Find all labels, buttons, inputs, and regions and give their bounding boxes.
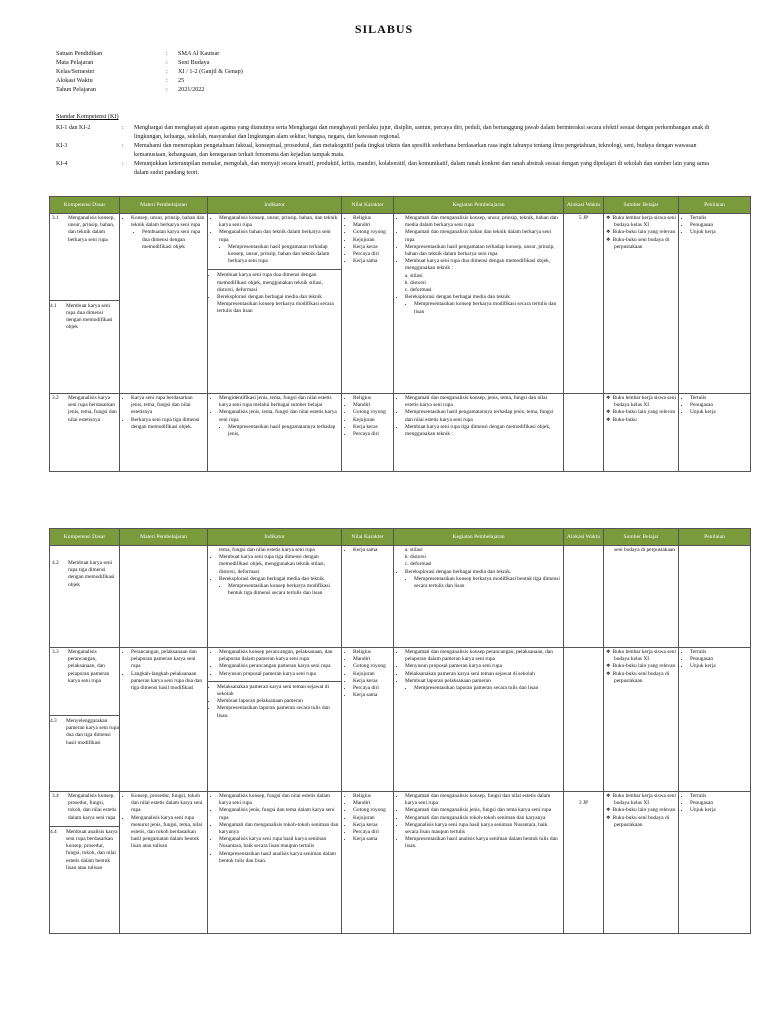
- kegiatan-cell: [394, 648, 564, 792]
- materi-item: • Berkarya seni rupa tiga dimensi dengan memodifikasi objek.: [131, 417, 205, 431]
- nilai-item: • Kerja sama: [353, 547, 391, 554]
- standar-block: KI-1 dan KI-2 : Menghargai dan menghayati ajaran agama yang dianutnya serta Menghargai dan menghayati perilaku jujur, disiplin, santun, percaya diri, peduli, dan bertanggung jawab dalam berinteraksi secara efektif sesuai dengan perkembangan anak di lingkungan, keluarga, sekolah, masyarakat dan lingkungan alam sekitar, bangsa, negara, dan kawasan regional. KI-3 : Memahami dan menerapkan pengetahuan faktual, konseptual, prosedural, dan metakognitif pada tingkat teknis dan spesifik sederhana berdasarkan rasa ingin tahunya tentang ilmu pengetahuan, teknologi, seni, budaya dengan wawasan kemanusiaan, kebangsaan, dan kenegaraan terkait fenomena dan kejadian tampak mata. KI-4 : Menunjukkan keterampilan menalar, mengolah, dan menyaji secara kreatif, produktif, kritis, mandiri, kolaboratif, dan komunikatif, dalam ranah konkret dan ranah abstrak sesuai dengan yang dipelajari di sekolah dan sumber lain yang sama dalam sudut pandang teori.: [56, 124, 716, 178]
- nilai-item: • Mandiri: [353, 402, 391, 409]
- kegiatan-item: • Mengamati dan menganalisis konsep perancangan, pelaksanaan, dan pelaporan dalam pameran karya seni rupa: [405, 649, 561, 663]
- kegiatan-item: c. deformasi: [410, 561, 561, 568]
- header-materi: Materi Pembelajaran: [120, 529, 208, 546]
- indikator-item: • Mengidentifikasi jenis, tema, fungsi dan nilai estetis karya seni rupa melalui berbagai sumber belajar: [219, 395, 339, 409]
- materi-item: • Langkah-langkah pelaksanaan pameran karya seni rupa dua dan tiga dimensi hasil modifikasi: [131, 671, 205, 693]
- penilaian-item: • Tertulis: [690, 395, 748, 402]
- kegiatan-item: • Mempresentasikan hasil analisis karya seniman dalam bentuk tulis dan lisan.: [405, 836, 561, 850]
- indikator-cell: [208, 648, 342, 792]
- sumber-cell: [604, 648, 679, 792]
- kegiatan-item: • Mempresentasikan hasil pengamatannya terhadap jenis, tema, fungsi dan nilai estetis karya seni rupa: [405, 409, 561, 423]
- nilai-item: • Religius: [353, 215, 391, 222]
- sumber-item: ❖ Buku-buku lain yang relevan: [614, 663, 676, 670]
- meta-row: Alokasi Waktu : 25: [56, 77, 185, 85]
- penilaian-item: • Unjuk kerja: [690, 807, 748, 814]
- header-penilaian: Penilaian: [679, 529, 751, 546]
- nilai-item: • Percaya diri: [353, 251, 391, 258]
- kd-number: 4.4: [50, 828, 57, 835]
- kd-text: Membuat analisis karya seni rupa berdasarkan konsep, prosedur, fungsi, tokoh, dan nilai estetis dalam bentuk lisan atau tulisan: [66, 828, 118, 871]
- header-sumber: Sumber Belajar: [604, 197, 679, 214]
- alokasi-cell: [564, 546, 604, 648]
- meta-row: Kelas/Semester : XI / 1-2 (Ganjil & Genap): [56, 68, 243, 76]
- nilai-cell: [342, 394, 394, 472]
- page-title: SILABUS: [354, 22, 414, 36]
- kegiatan-item: • Mengamati dan menganalisis konsep, fungsi dan nilai estetis dalam karya seni rupa: [405, 793, 561, 807]
- nilai-item: • Percaya diri: [353, 431, 391, 438]
- header-materi: Materi Pembelajaran: [120, 197, 208, 214]
- alokasi-cell: 5 JP: [564, 214, 604, 394]
- header-nilai-karakter: Nilai Karakter: [342, 529, 394, 546]
- nilai-item: • Kerja keras: [353, 424, 391, 431]
- kegiatan-item: b. distorsi: [410, 554, 561, 561]
- kd-text: Membuat karya seni rupa dua dimensi dengan memodifikasi objek: [66, 302, 113, 331]
- indikator-item: • Menganalisis konsep, fungsi dan nilai estetis dalam karya seni rupa: [219, 793, 339, 807]
- sumber-item: ❖ Buku-buku lain yang relevan: [614, 229, 676, 236]
- nilai-item: • Gotong royong: [353, 409, 391, 416]
- kd-number: 4.2: [52, 560, 59, 566]
- kegiatan-item: • Membuat karya seni rupa tiga dimensi dengan memodifikasi objek, menggunakan teknik :: [405, 424, 561, 438]
- sumber-item: ❖ Buku-buku lain yang relevan: [614, 409, 676, 416]
- meta-key: Mata Pelajaran: [56, 59, 94, 67]
- header-penilaian: Penilaian: [679, 197, 751, 214]
- kegiatan-item: • Mengamati dan menganalisis jenis, fungsi dan tema karya seni rupa: [405, 807, 561, 814]
- header-alokasi: Alokasi Waktu: [564, 197, 604, 214]
- indikator-item: • Bereksplorasi dengan berbagai media dan teknik: [217, 294, 341, 301]
- sumber-item: ❖ Buku-buku: [614, 417, 676, 424]
- indikator-item: • Menganalisis konsep perancangan, pelaksanaan, dan pelaporan dalam pameran karya seni rupa: [219, 649, 339, 663]
- indikator-item: • Menyusun proposal pameran karya seni rupa: [219, 671, 339, 678]
- nilai-item: • Kerja keras: [353, 244, 391, 251]
- ki-value: Menghargai dan menghayati ajaran agama yang dianutnya serta Menghargai dan menghayati perilaku jujur, disiplin, santun, percaya diri, peduli, dan bertanggung jawab dalam berinteraksi secara efektif sesuai dengan perkembangan anak di lingkungan, keluarga, sekolah, masyarakat dan lingkungan alam sekitar, bangsa, negara, dan kawasan regional.: [134, 125, 710, 140]
- meta-key: Kelas/Semester: [56, 68, 95, 76]
- kd-cell: [50, 792, 120, 934]
- nilai-item: • Kejujuran: [353, 815, 391, 822]
- header-kegiatan: Kegiatan Pembelajaran: [394, 529, 564, 546]
- kegiatan-item: a. stilasi: [410, 273, 561, 280]
- nilai-item: • Mandiri: [353, 800, 391, 807]
- kd-number: 4.1: [50, 302, 57, 309]
- materi-item: • Menganalisis karya seni rupa menurut jenis, fungsi, tema, nilai estetis, dan tokoh berdasarkan hasil pengamatan dalam bentuk lisan atau tulisan: [131, 815, 205, 851]
- indikator-item: tema, fungsi dan nilai estetis karya seni rupa: [219, 547, 315, 553]
- nilai-item: • Gotong royong: [353, 807, 391, 814]
- syllabus-table-2: [49, 528, 751, 934]
- ki-key: KI-3: [56, 142, 68, 149]
- indikator-item: • Mengamati dan menganalisis tokoh-tokoh seniman dan karyanya: [219, 822, 339, 836]
- penilaian-item: • Penugasan: [690, 656, 748, 663]
- indikator-item: • Mempresentasikan laporan pameran secara tulis dan lisan.: [217, 705, 341, 719]
- meta-row: Tahun Pelajaran : 2021/2022: [56, 86, 205, 94]
- ki-value: Menunjukkan keterampilan menalar, mengolah, dan menyaji secara kreatif, produktif, kritis, mandiri, kolaboratif, dan komunikatif, dalam ranah konkret dan ranah abstrak sesuai dengan yang dipelajari di sekolah dan sumber lain yang sama dalam sudut pandang teori.: [134, 160, 709, 176]
- kegiatan-item: • Menyusun proposal pameran karya seni rupa: [405, 663, 561, 670]
- table-row: [50, 546, 751, 648]
- kegiatan-item: • Mempresentasikan laporan pameran secara tulis dan lisan: [414, 685, 561, 692]
- penilaian-item: • Unjuk kerja: [690, 409, 748, 416]
- meta-key: Alokasi Waktu: [56, 77, 93, 85]
- kd-cell: [50, 214, 120, 394]
- sumber-cell: [604, 394, 679, 472]
- indikator-item: • Menganalisis perancangan pameran karya seni rupa: [219, 663, 339, 670]
- materi-cell: [120, 792, 208, 934]
- nilai-item: • Gotong royong: [353, 663, 391, 670]
- table-row: [50, 394, 751, 472]
- indikator-item: • Membuat karya seni rupa dua dimensi dengan memodifikasi objek, menggunakan teknik stilasi, distorsi, deformasi: [217, 272, 341, 294]
- kegiatan-cell: [394, 214, 564, 394]
- kd-text: Menyelenggarakan pameran karya seni rupa dua dan tiga dimensi hasil modifikasi: [66, 718, 119, 746]
- penilaian-item: • Unjuk kerja: [690, 663, 748, 670]
- kegiatan-item: • Bereksplorasi dengan berbagai media dan teknik.: [405, 569, 561, 576]
- nilai-cell: [342, 648, 394, 792]
- materi-item: • Karya seni rupa berdasarkan jenis, tema, fungsi dan nilai estetisnya: [131, 395, 205, 417]
- penilaian-cell: [679, 394, 751, 472]
- nilai-item: • Percaya diri: [353, 829, 391, 836]
- table-header-row: [50, 529, 751, 546]
- sumber-item: ❖ Buku lembar kerja siswa seni budaya kelas XI: [614, 793, 676, 807]
- indikator-item: Mempresentasikan konsep berkarya modifikasi secara tertulis dan lisan: [217, 301, 334, 315]
- meta-block: [56, 49, 243, 94]
- nilai-item: • Kejujuran: [353, 417, 391, 424]
- materi-item: • Pembuatan karya seni rupa dua dimensi dengan memodifikasi objek: [142, 229, 205, 251]
- table-row: [50, 214, 751, 394]
- sumber-cell: [604, 546, 679, 648]
- syllabus-table-1: [49, 196, 751, 472]
- indikator-item: • Bereksplorasi dengan berbagai media dan teknik.: [219, 576, 339, 583]
- materi-item: • Konsep, unsur, prinsip, bahan dan teknik dalam berkarya seni rupa: [131, 215, 205, 229]
- nilai-item: • Gotong royong: [353, 229, 391, 236]
- indikator-cell: [208, 394, 342, 472]
- kegiatan-item: • Membuat laporan pelaksanaan pameran: [405, 678, 561, 685]
- sumber-item: ❖ Buku-buku seni budaya di perpustakaan: [614, 815, 676, 829]
- sumber-item: ❖ Buku lembar kerja siswa seni budaya kelas XI: [614, 649, 676, 663]
- materi-cell: [120, 214, 208, 394]
- kd-text: Menganalisis konsep, unsur, prinsip, bahan, dan teknik dalam berkarya seni rupa: [68, 215, 115, 243]
- indikator-item: • Mempresentasikan hasil analisis karya seniman dalam bentuk tulis dan lisan.: [219, 851, 339, 865]
- kd-text: Menganalisis perancangan, pelaksanaan, dan pelaporan pameran karya seni rupa: [68, 649, 110, 684]
- penilaian-cell: [679, 792, 751, 934]
- meta-key: Satuan Pendidikan: [56, 50, 103, 57]
- sumber-item: ❖ Buku lembar kerja siswa seni budaya kelas XI: [614, 215, 676, 229]
- kegiatan-item: • Mengamati dan menganalisis tokoh-tokoh seniman dan karyanya: [405, 815, 561, 822]
- indikator-item: • Menganalisis karya seni rupa hasil karya seniman Nusantara, baik secara lisan maupun tertulis: [219, 836, 339, 850]
- penilaian-cell: [679, 546, 751, 648]
- nilai-cell: [342, 792, 394, 934]
- indikator-item: • Menganalisis bahan dan teknik dalam berkarya seni rupa: [219, 229, 339, 243]
- sumber-item: ❖ Buku lembar kerja siswa seni budaya kelas XI: [614, 395, 676, 409]
- nilai-item: • Religius: [353, 395, 391, 402]
- kegiatan-item: a. stilasi: [410, 547, 561, 554]
- indikator-cell: [208, 546, 342, 648]
- nilai-item: • Kerja sama: [353, 836, 391, 843]
- meta-row: Mata Pelajaran : Seni Budaya: [56, 59, 210, 67]
- meta-row: Satuan Pendidikan : SMA Al Kautsar: [56, 50, 220, 57]
- kd-number: 3.2: [52, 395, 59, 401]
- kegiatan-cell: [394, 792, 564, 934]
- meta-value: SMA Al Kautsar: [178, 50, 220, 57]
- kegiatan-item: • Mengamati dan menganalisis bahan dan teknik dalam berkarya seni rupa: [405, 229, 561, 243]
- meta-key: Tahun Pelajaran: [56, 86, 96, 94]
- kegiatan-item: • Menganalisis karya seni rupa hasil karya seniman Nusantara, baik secara lisan maupun tertulis: [405, 822, 561, 836]
- sumber-item: ❖ Buku-buku seni budaya di perpustakaan: [614, 671, 676, 685]
- indikator-item: • Membuat laporan pelaksanaan pameran: [217, 698, 341, 705]
- sumber-item: ❖ Buku-buku seni budaya di perpustakaan: [614, 237, 676, 251]
- nilai-item: • Mandiri: [353, 222, 391, 229]
- alokasi-cell: [564, 648, 604, 792]
- nilai-item: • Kejujuran: [353, 671, 391, 678]
- kd-number: 3.1: [52, 215, 59, 221]
- penilaian-item: • Unjuk kerja: [690, 229, 748, 236]
- kegiatan-cell: [394, 546, 564, 648]
- ki-key: KI-1 dan KI-2: [56, 125, 91, 131]
- nilai-item: • Kerja keras: [353, 678, 391, 685]
- alokasi-cell: 3 JP: [564, 792, 604, 934]
- nilai-cell: [342, 546, 394, 648]
- penilaian-item: • Tertulis: [690, 215, 748, 222]
- nilai-cell: [342, 214, 394, 394]
- kegiatan-item: • Bereksplorasi dengan berbagai media dan teknik: [405, 294, 561, 301]
- nilai-item: • Percaya diri: [353, 685, 391, 692]
- nilai-item: • Religius: [353, 793, 391, 800]
- meta-value: 2021/2022: [178, 86, 205, 94]
- header-indikator: Indikator: [208, 197, 342, 214]
- nilai-item: • Kerja keras: [353, 822, 391, 829]
- kd-text: Menganalisis karya seni rupa berdasarkan jenis, tema, fungsi dan nilai estetisnya: [68, 395, 117, 423]
- nilai-item: • Kejujuran: [353, 237, 391, 244]
- kegiatan-item: • Membuat karya seni rupa dua dimensi dengan memodifikasi objek, menggunakan teknik :: [405, 258, 561, 272]
- sumber-item: seni budaya di perpustakaan: [614, 547, 675, 553]
- penilaian-item: • Tertulis: [690, 649, 748, 656]
- materi-cell: [120, 648, 208, 792]
- materi-cell: [120, 546, 208, 648]
- sumber-item: ❖ Buku-buku lain yang relevan: [614, 807, 676, 814]
- indikator-cell: [208, 214, 342, 394]
- penilaian-cell: [679, 214, 751, 394]
- kegiatan-item: • Mempresentasikan konsep berkarya modifikasi secara tertulis dan lisan: [414, 301, 561, 315]
- sumber-cell: [604, 792, 679, 934]
- kd-text: Membuat karya seni rupa tiga dimensi dengan memodifikasi objek: [68, 560, 115, 588]
- penilaian-item: • Penugasan: [690, 222, 748, 229]
- table-row: [50, 648, 751, 792]
- table-row: [50, 792, 751, 934]
- meta-value: XI / 1-2 (Ganjil & Genap): [178, 68, 243, 76]
- indikator-item: • Menganalisis konsep, unsur, prinsip, bahan, dan teknik karya seni rupa: [219, 215, 339, 229]
- materi-item: • Perancangan, pelaksanaan dan pelaporan pameran karya seni rupa: [131, 649, 205, 671]
- nilai-item: • Kerja sama: [353, 692, 391, 699]
- indikator-item: • Melaksanakan pameran karya seni teman sejawat di sekolah: [217, 684, 341, 698]
- indikator-item: • Membuat karya seni rupa tiga dimensi dengan memodifikasi objek, menggunakan teknik stilasi, distorsi, deformasi: [219, 554, 339, 576]
- materi-item: • Konsep, prosedur, fungsi, tokoh dan nilai estetis dalam karya seni rupa: [131, 793, 205, 815]
- kegiatan-item: • Melaksanakan pameran karya seni teman sejawat di sekolah: [405, 671, 561, 678]
- nilai-item: • Mandiri: [353, 656, 391, 663]
- penilaian-item: • Penugasan: [690, 800, 748, 807]
- kd-text: Menganalisis konsep, prosedur, fungsi, tokoh, dan nilai estetis dalam karya seni rupa: [68, 793, 117, 821]
- kegiatan-item: b. distorsi: [410, 280, 561, 287]
- kegiatan-item: • Mengamati dan menganalisis konsep, jenis, tema, fungsi dan nilai estetis karya seni rupa: [405, 395, 561, 409]
- indikator-item: • Mempresentasikan hasil pengamatan terhadap konsep, unsur, prinsip, bahan dan teknik dalam berkarya seni rupa: [228, 244, 339, 266]
- kd-cell: [50, 394, 120, 472]
- ki-key: KI-4: [56, 160, 68, 167]
- nilai-item: • Kerja sama: [353, 258, 391, 265]
- kegiatan-item: • Mempresentasikan konsep berkarya modifikasi bentuk tiga dimensi secara tertulis dan lisan: [414, 576, 561, 590]
- sumber-cell: [604, 214, 679, 394]
- meta-value: 25: [178, 77, 185, 85]
- indikator-cell: [208, 792, 342, 934]
- kd-number: 4.3: [50, 718, 57, 725]
- header-kegiatan: Kegiatan Pembelajaran: [394, 197, 564, 214]
- penilaian-item: • Penugasan: [690, 402, 748, 409]
- header-indikator: Indikator: [208, 529, 342, 546]
- alokasi-cell: [564, 394, 604, 472]
- header-nilai-karakter: Nilai Karakter: [342, 197, 394, 214]
- indikator-item: • Menganalisis jenis, tema, fungsi dan nilai estetis karya seni rupa: [219, 409, 339, 423]
- header-kompetensi-dasar: Kompetensi Dasar: [50, 197, 120, 214]
- kegiatan-item: • Mempresentasikan hasil pengamatan terhadap konsep, unsur, prinsip, bahan dan teknik dalam berkarya seni rupa: [405, 244, 561, 258]
- meta-value: Seni Budaya: [178, 59, 210, 67]
- kd-number: 3.4: [52, 793, 59, 799]
- kegiatan-item: c. deformasi: [410, 287, 561, 294]
- penilaian-item: • Tertulis: [690, 793, 748, 800]
- penilaian-cell: [679, 648, 751, 792]
- kegiatan-cell: [394, 394, 564, 472]
- header-sumber: Sumber Belajar: [604, 529, 679, 546]
- header-kompetensi-dasar: Kompetensi Dasar: [50, 529, 120, 546]
- nilai-item: • Religius: [353, 649, 391, 656]
- indikator-item: • Menganalisis jenis, fungsi dan tema dalam karya seni rupa: [219, 807, 339, 821]
- kd-cell: [50, 648, 120, 792]
- kegiatan-item: • Mengamati dan menganalisis konsep, unsur, prinsip, teknik, bahan dan media dalam berkarya seni rupa: [405, 215, 561, 229]
- indikator-item: • Mempresentasikan konsep berkarya modifikasi bentuk tiga dimensi secara tertulis dan lisan: [228, 583, 339, 597]
- table-header-row: [50, 197, 751, 214]
- kd-number: 3.3: [52, 649, 59, 655]
- standar-title: Standar Kompetensi (KI): [56, 113, 119, 120]
- ki-value: Memahami dan menerapkan pengetahuan faktual, konseptual, prosedural, dan metakognitif pada tingkat teknis dan spesifik sederhana berdasarkan rasa ingin tahunya tentang ilmu pengetahuan, teknologi, seni, budaya dengan wawasan kemanusiaan, kebangsaan, dan kenegaraan terkait fenomena dan kejadian tampak mata.: [134, 142, 697, 158]
- kd-cell: [50, 546, 120, 648]
- header-alokasi: Alokasi Waktu: [564, 529, 604, 546]
- materi-cell: [120, 394, 208, 472]
- indikator-item: • Mempresentasikan hasil pengamatannya terhadap jenis,: [228, 424, 339, 438]
